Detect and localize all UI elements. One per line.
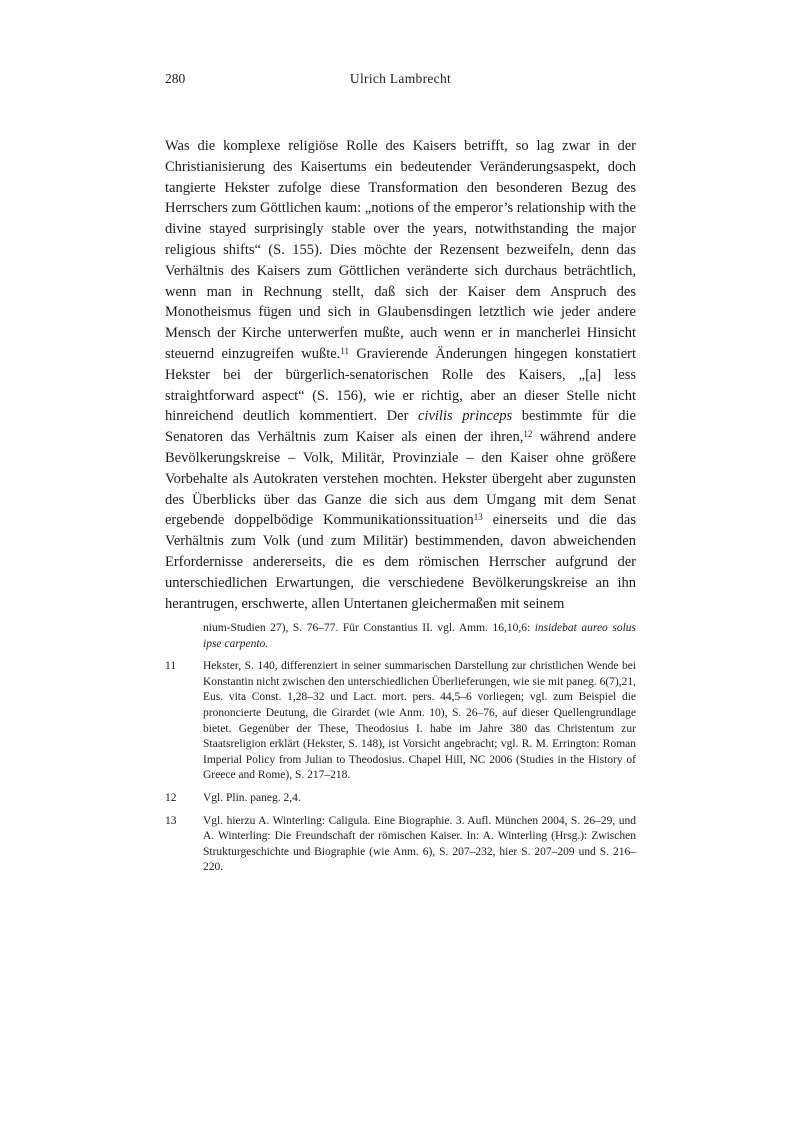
text-segment: Was die komplexe religiöse Rolle des Kaisers betrifft, so lag zwar in der Christianisierung des Kaisertums ein bedeutender Veränderungsaspekt, doch tangierte Hekster zufolge diese Transformation den besonderen Bezug des Herrschers zum Göttlichen kaum: „notions of the emperor’s relationship with the divine stayed surprisingly stable over the years, notwithstanding the major religious shifts“ (S. 155). Dies möchte der Rezensent bezweifeln, denn das Verhältnis des Kaisers zum Göttlichen veränderte sich durchaus beträchtlich, wenn man in Rechnung stellt, daß sich der Kaiser dem Anspruch des Monotheismus fügen und sich in Glaubensdingen letztlich wie jeder andere Mensch der Kirche unterwerfen mußte, auch wenn er in mancherlei Hinsicht steuernd einzugreifen wußte.: [165, 138, 636, 362]
page-header: [165, 70, 636, 88]
latin-phrase-civilis-princeps: civilis princeps: [418, 408, 513, 425]
footnote-11: [165, 659, 636, 784]
footnote-12: [165, 791, 636, 807]
footnote-ref-12: 12: [523, 429, 533, 440]
main-text-block: [165, 136, 636, 614]
body-paragraph: [165, 136, 636, 614]
footnote-number: 13: [165, 814, 177, 827]
footnote-ref-11: 11: [340, 345, 349, 356]
text-segment: bestimmte für die Senatoren das Verhältnis zum Kaiser als einen der ihren,: [165, 408, 636, 446]
text-segment: einerseits und die das Verhältnis zum Volk (und zum Militär) bestimmenden, davon abweichenden Erfordernisse andererseits, die es dem römischen Herrscher aufgrund der unterschiedlichen Erwartungen, die verschiedene Bevölkerungskreise an ihn herantrugen, erschwerte, allen Untertanen gleichermaßen mit seinem: [165, 512, 636, 612]
footnote-continuation: [203, 621, 636, 652]
footnotes-section: [165, 621, 636, 883]
footnote-ref-13: 13: [473, 512, 483, 523]
footnote-13: [165, 814, 636, 876]
running-header-author: Ulrich Lambrecht: [349, 71, 452, 86]
text-segment: während andere Bevölkerungskreise – Volk, Militär, Provinziale – den Kaiser ohne größere Vorbehalte als Autokraten verstehen mochten. Hekster übergeht aber zugunsten des Überblicks über das Ganze die sich aus dem Umgang mit dem Senat ergebende doppelbödige Kommunikationssituation: [165, 429, 637, 529]
page-number: 280: [165, 71, 186, 86]
footnote-number: 11: [165, 660, 177, 673]
footnote-text: Hekster, S. 140, differenziert in seiner summarischen Darstellung zur christlichen Wende bei Konstantin nicht zwischen den unterschiedlichen Überlieferungen, wie sie mit paneg. 6(7),21, Eus. vita Const. 1,28–32 und Lact. mort. pers. 44,5–6 vorliegen; vgl. zum Beispiel die prononcierte Deutung, die Girardet (wie Anm. 10), S. 26–76, auf dieser Quellengrundlage bietet. Gegenüber der These, Theodosius I. habe im Jahre 380 das Christentum zur Staatsreligion erklärt (Hekster, S. 148), ist Vorsicht angebracht; vgl. R. M. Errington: Roman Imperial Policy from Julian to Theodosius. Chapel Hill, NC 2006 (Studies in the History of Greece and Rome), S. 217–218.: [203, 660, 636, 782]
footnote-text: Vgl. hierzu A. Winterling: Caligula. Eine Biographie. 3. Aufl. München 2004, S. 26–29, und A. Winterling: Die Freundschaft der römischen Kaiser. In: A. Winterling (Hrsg.): Zwischen Strukturgeschichte und Biographie (wie Anm. 6), S. 207–232, hier S. 207–209 und S. 216–220.: [203, 814, 636, 874]
footnote-continuation-text: nium-Studien 27), S. 76–77. Für Constantius II. vgl. Amm. 16,10,6:: [203, 622, 535, 634]
text-segment: Gravierende Änderungen hingegen konstatiert Hekster bei der bürgerlich-senatorischen Rolle des Kaisers, „[a] less straightforward aspect“ (S. 156), wie er richtig, aber an dieser Stelle nicht hinreichend deutlich kommentiert. Der: [165, 345, 636, 425]
footnote-number: 12: [165, 791, 177, 804]
latin-quotation: insidebat aureo solus ipse carpento.: [203, 622, 636, 650]
footnote-text: Vgl. Plin. paneg. 2,4.: [203, 791, 301, 804]
